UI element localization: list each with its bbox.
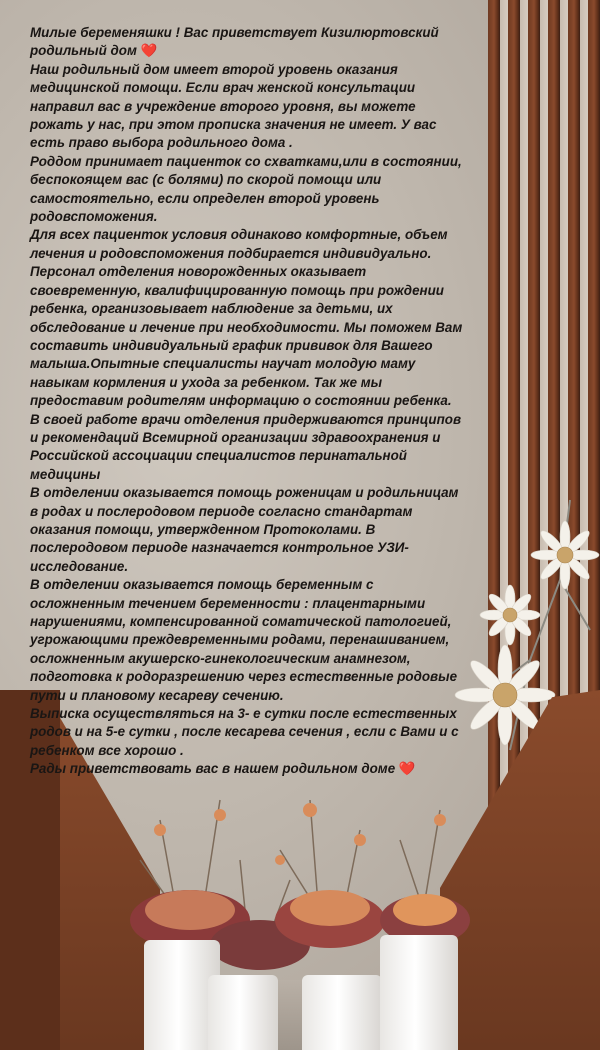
paragraph-newborn-staff: Персонал отделения новорожденных оказывает своевременную, квалифицированную помощь при рождении ребенка, организовывает наблюдение за детьми, их обследование и лечение при необходимости. Мы поможем Вам составить индивидуальный график прививок для Вашего малыша.Опытные специалисты научат молодую маму навыкам кормления и ухода за ребенком. Так же мы предоставим родителям информацию о состоянии ребенка. — [30, 264, 463, 409]
paragraph-postpartum: В отделении оказывается помощь роженицам и родильницам в родах и послеродовом периоде согласно стандартам оказания помощи, утвержденном Протоколами. В послеродовом периоде назначается контрольное УЗИ-исследование. — [30, 485, 459, 574]
vase-right — [380, 935, 458, 1050]
paragraph-principles: В своей работе врачи отделения придерживаются принципов и рекомендаций Всемирной организации здравоохранения и Российской ассоциации специалистов перинатальной медицины — [30, 411, 462, 482]
welcome-text: Рады приветствовать вас в нашем родильном доме — [30, 761, 396, 777]
paragraph-admission: Роддом принимает пациенток со схватками,или в состоянии, беспокоящем вас (с болями) по скорой помощи или самостоятельно, если определен второй уровень родовспоможения. — [30, 153, 462, 225]
greeting-text: Милые беременяшки ! Вас приветствует Кизилюртовский родильный дом — [30, 25, 439, 59]
paragraph-level: Наш родильный дом имеет второй уровень оказания медицинской помощи. Если врач женской консультации направил вас в учреждение второго уровня, вы можете рожать у нас, при этом прописка значения не имеет. У вас есть право выбора родильного дома . — [30, 61, 437, 151]
vase-center — [302, 975, 382, 1050]
heart-emoji: ❤️ — [140, 43, 158, 59]
heart-emoji-end: ❤️ — [398, 761, 416, 777]
paragraph-welcome — [30, 760, 470, 778]
paragraph-complications: В отделении оказывается помощь беременным с осложненным течением беременности : плацентарными нарушениями, компенсированной соматической патологией, угрожающими преждевременными родами, перенашиванием, осложненным акушерско-гинекологическим анамнезом, подготовка к родоразрешению через естественные родовые пути и плановому кесареву сечению. — [30, 577, 458, 703]
paragraph-greeting — [30, 24, 470, 61]
paragraph-discharge: Выписка осуществляться на 3- е сутки после естественных родов и на 5-е сутки , после кесарева сечения , если с Вами и с ребенком все хорошо . — [30, 706, 459, 758]
paragraph-conditions: Для всех пациенток условия одинаково комфортные, объем лечения и родовспоможения подбирается индивидуально. — [30, 227, 448, 261]
vase-center-left — [208, 975, 278, 1050]
post-text — [30, 24, 470, 779]
